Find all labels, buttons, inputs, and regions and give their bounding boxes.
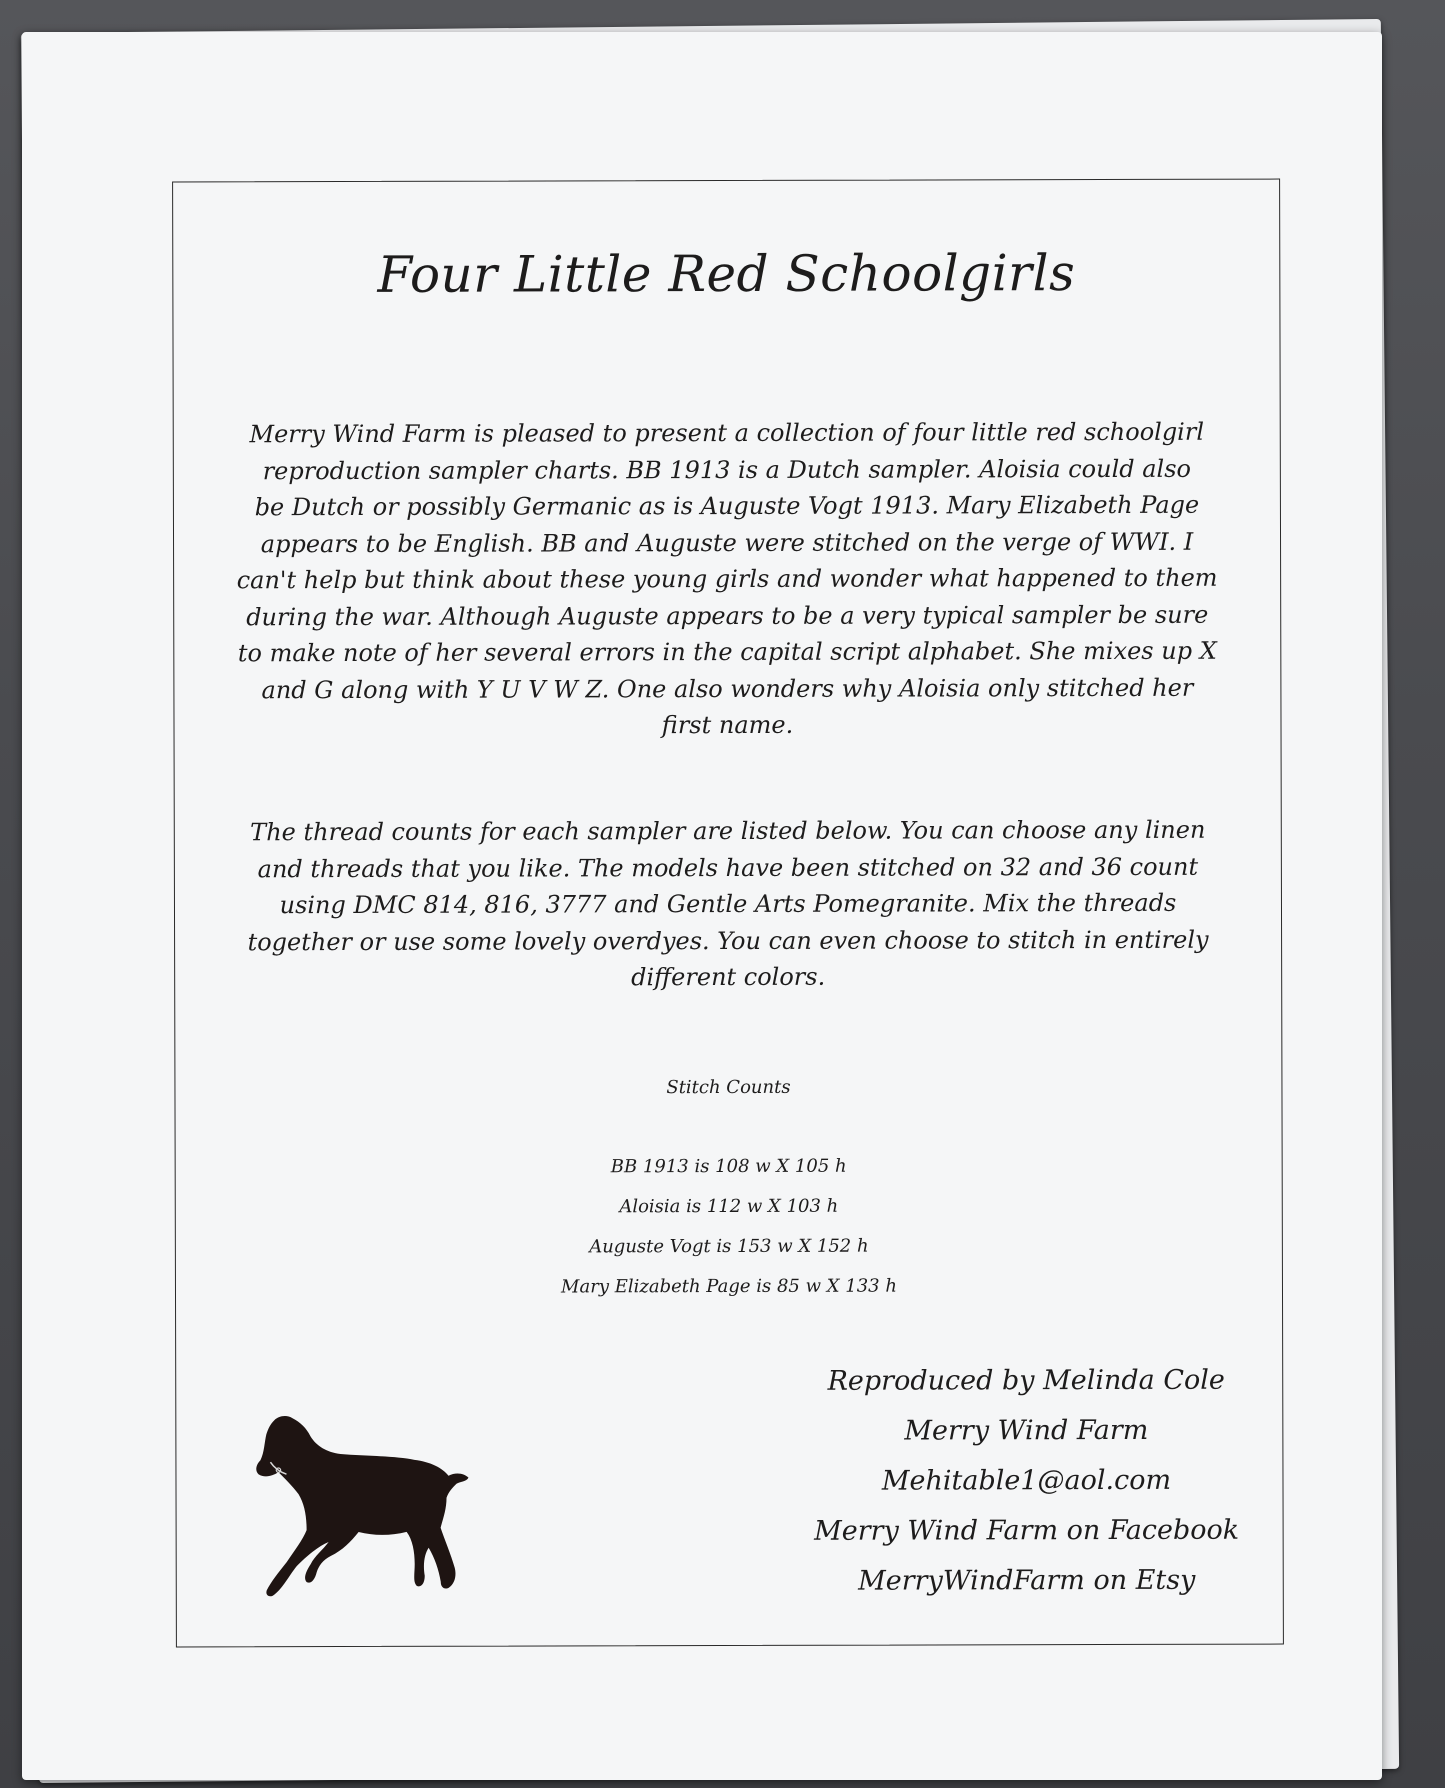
document-title: Four Little Red Schoolgirls (377, 244, 1076, 304)
intro-line: and G along with Y U V W Z. One also wonders why Aloisia only stitched her (261, 673, 1194, 704)
intro-paragraph (202, 414, 1253, 745)
intro-line: Merry Wind Farm is pleased to present a collection of four little red schoolgirl (249, 417, 1205, 449)
stitch-counts-list (176, 1146, 1282, 1309)
page-border-frame (172, 179, 1284, 1648)
document-page (22, 32, 1382, 1780)
intro-line: during the war. Although Auguste appears to be a very typical sampler be sure (246, 600, 1209, 631)
credit-email: Mehitable1@aol.com (881, 1464, 1172, 1497)
intro-line: appears to be English. BB and Auguste were stitched on the verge of WWI. I (260, 527, 1194, 558)
intro-line: reproduction sampler charts. BB 1913 is a Dutch sampler. Aloisia could also (262, 454, 1192, 485)
stitch-count-item: BB 1913 is 108 w X 105 h (610, 1155, 847, 1178)
credit-author: Reproduced by Melinda Cole (827, 1364, 1225, 1397)
intro-line: can't help but think about these young girls and wonder what happened to them (236, 563, 1218, 595)
thread-line: together or use some lovely overdyes. You can even choose to stitch in entirely (247, 925, 1209, 956)
credit-etsy: MerryWindFarm on Etsy (858, 1564, 1196, 1597)
thread-line: The thread counts for each sampler are listed below. You can choose any linen (250, 815, 1206, 847)
credit-farm: Merry Wind Farm (904, 1414, 1149, 1447)
stitch-count-item: Auguste Vogt is 153 w X 152 h (589, 1235, 869, 1258)
credits-block (776, 1356, 1277, 1607)
credit-facebook: Merry Wind Farm on Facebook (814, 1514, 1240, 1547)
intro-line: be Dutch or possibly Germanic as is Auguste Vogt 1913. Mary Elizabeth Page (254, 490, 1200, 522)
stitch-count-item: Aloisia is 112 w X 103 h (619, 1195, 839, 1218)
thread-line: different colors. (631, 962, 826, 992)
thread-paragraph (203, 812, 1253, 997)
stitch-counts-heading: Stitch Counts (666, 1076, 791, 1099)
horse-icon (234, 1412, 470, 1603)
thread-line: using DMC 814, 816, 3777 and Gentle Arts Pomegranite. Mix the threads (279, 888, 1177, 920)
intro-line: to make note of her several errors in the capital script alphabet. She mixes up X (237, 636, 1217, 668)
intro-line: first name. (661, 710, 794, 740)
thread-line: and threads that you like. The models have been stitched on 32 and 36 count (257, 852, 1199, 883)
stitch-count-item: Mary Elizabeth Page is 85 w X 133 h (561, 1275, 897, 1298)
